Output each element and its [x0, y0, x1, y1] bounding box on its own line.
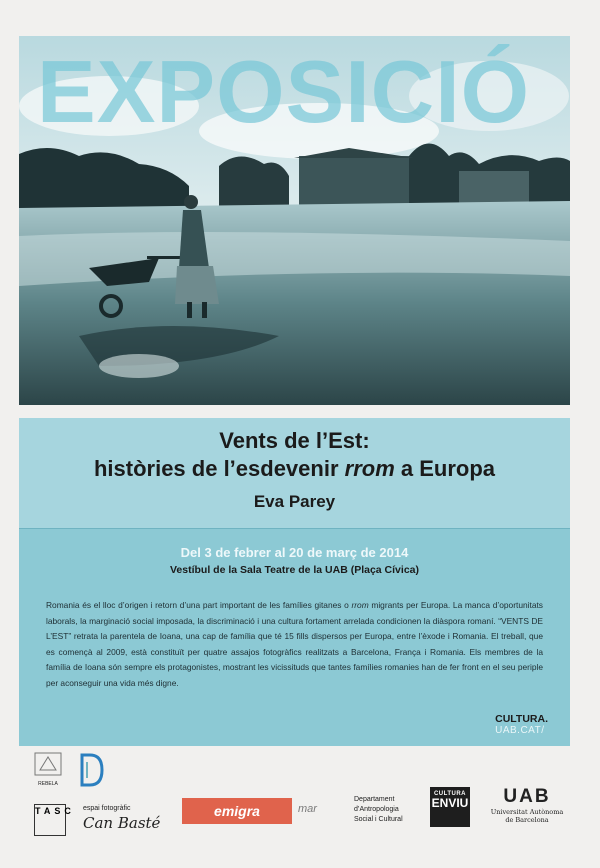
tasc-logo: TASC [34, 804, 66, 836]
title-header [19, 418, 570, 529]
author-name: Eva Parey [253, 492, 336, 511]
cultura-url[interactable]: UAB.CAT/ [495, 725, 545, 736]
exhibition-venue: Vestíbul de la Sala Teatre de la UAB (Plaça Cívica) [170, 564, 419, 576]
title-line2-pre: històries de l’esdevenir [93, 456, 345, 481]
exhibition-overlay-title: EXPOSICIÓ [37, 42, 531, 141]
exhibition-photo [19, 36, 570, 405]
emigra-logo: emigra [182, 798, 292, 824]
mar-logo: mar [298, 803, 317, 815]
d-emblem-icon [78, 752, 104, 788]
exhibition-title-line1: Vents de l’Est: [219, 428, 370, 453]
d-logo [78, 752, 104, 788]
exhibition-title-line2 [19, 456, 570, 482]
rebela-emblem-icon [34, 752, 62, 776]
title-line2-post: a Europa [394, 456, 496, 481]
cev-line1: CULTURA [433, 791, 467, 797]
description-em: rrom [351, 600, 369, 610]
cev-line2: EN [431, 796, 449, 810]
dept-line3: Social i Cultural [354, 816, 403, 823]
can-baste-name: Can Basté [83, 814, 161, 832]
antropologia-logo [354, 795, 434, 825]
description-text [46, 598, 543, 691]
uab-mark: UAB [503, 786, 551, 807]
cultura-link[interactable] [495, 713, 548, 736]
uab-sub1: Universitat Autònoma [490, 808, 564, 816]
uab-sub2: de Barcelona [505, 816, 549, 824]
description-pre: Romania és el lloc d’origen i retorn d’una part important de les famílies gitanes o [46, 600, 352, 610]
can-baste-logo [83, 805, 173, 832]
cultura-en-viu-logo [430, 787, 470, 827]
rebela-logo [34, 752, 62, 786]
rebela-label: REBELA [38, 781, 58, 787]
dept-line1: Departament [354, 796, 395, 803]
cev-line3: VIU [448, 796, 469, 810]
espai-label: espai fotogràfic [83, 805, 131, 812]
info-panel [19, 418, 570, 746]
uab-logo [482, 786, 572, 824]
dept-line2: d’Antropologia [354, 806, 399, 813]
description-post: migrants per Europa. La manca d’oportunitats laborals, la marginació social imposada, la discriminació i una cultura fortament arrelada condicionen la diàspora romaní. “VENTS DE L’EST” retrata la parentela de Ioana, una cap de família que té 15 fills dispersos per Europa, entre l’èxode i Romania. El treball, que es començà al 2009, està constituït per quatre assajos fotogràfics realitzats a Barcelona, França i Romania. Els membres de la família de Ioana són sempre els protagonistes, mostrant les vicissituds que tantes famílies romanies han de fer front en el seu periple per aconseguir una vida més digne. [46, 600, 543, 688]
cultura-line1: CULTURA. [495, 713, 548, 725]
exhibition-dates: Del 3 de febrer al 20 de març de 2014 [180, 545, 409, 560]
title-line2-em: rrom [344, 456, 395, 481]
